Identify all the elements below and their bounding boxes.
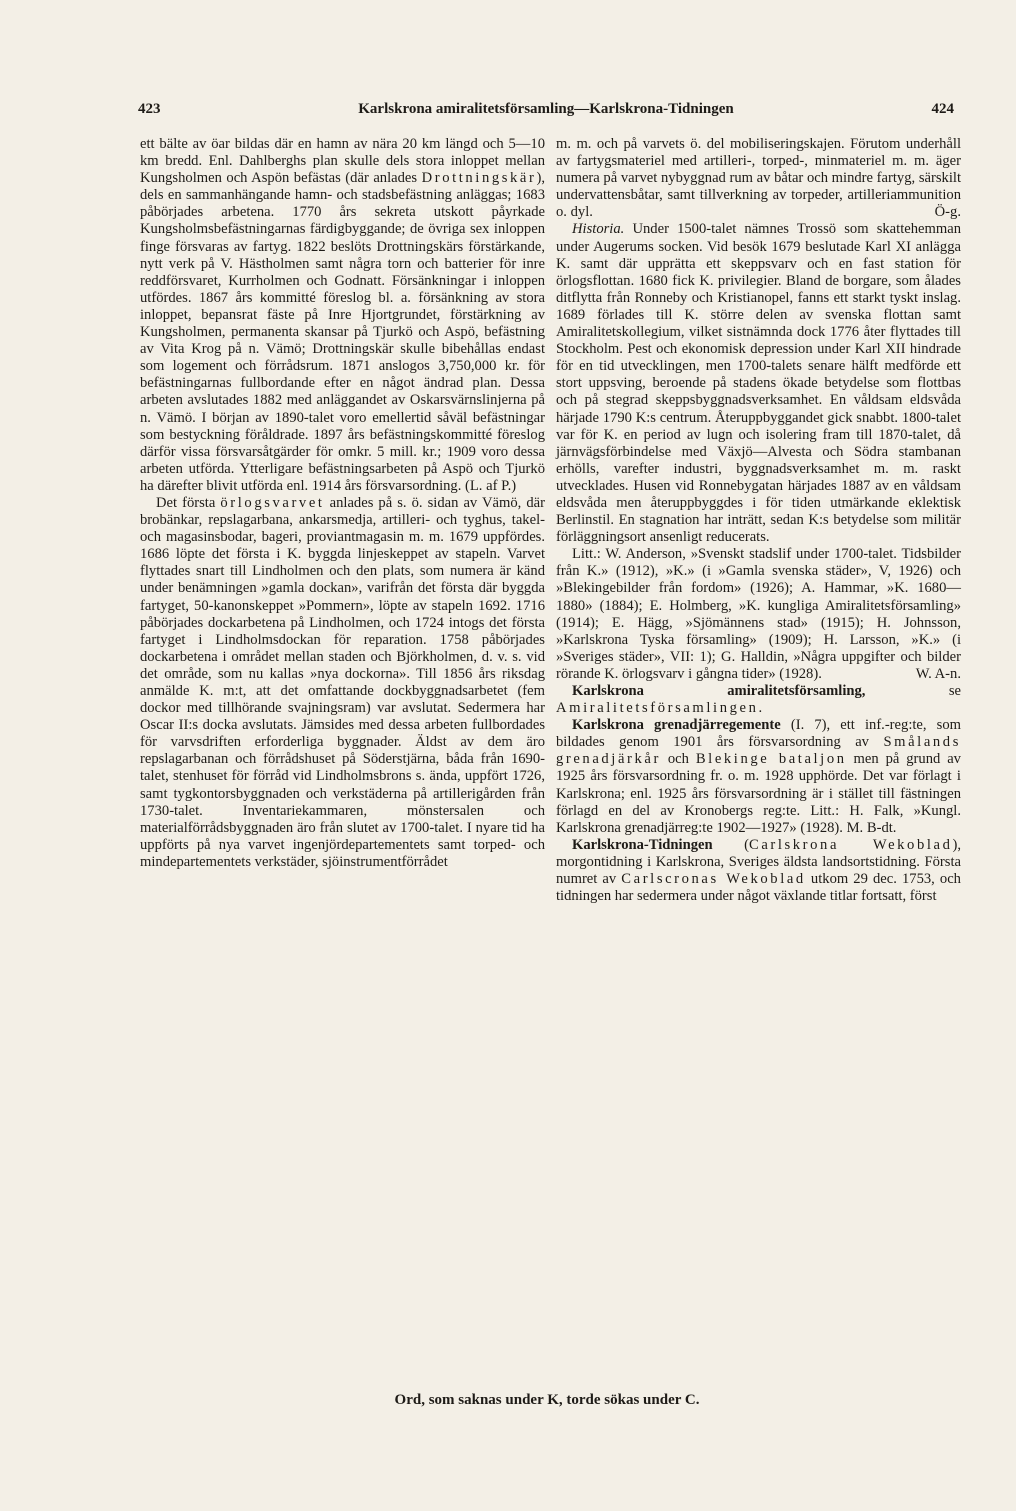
entry-amiralitetsforsamling bbox=[556, 683, 961, 717]
spaced-term: Drottningskär bbox=[421, 170, 537, 187]
text-run: ( bbox=[744, 836, 749, 853]
text-run: anlades på s. ö. sidan av Vämö, där brobänkar, repslagarbana, ankarsmedja, artilleri- och tyghus, takel- och magasinsbodar, bageri, proviantmagasin m. m. 1679 uppfördes. 1686 löpte det första i K. byggda linjeskeppet av stapeln. Varvet flyttades snart till Lindholmen och den plats, som numera är känd under benämningen »gamla dockan», varifrån det första där byggda fartyget, 50-kanonskeppet »Pommern», löpte av stapeln 1692. 1716 påbörjades dockarbetena på Lindholmen, och 1724 intogs det första fartyget i Lindholmsdockan för reparation. 1758 påbörjades dockarbetena i området mellan staden och Björkholmen, d. v. s. vid det område, som nu kallas »nya dockorna». Till 1856 års riksdag anmälde K. m:t, att det omfattande dockbyggnadsarbetet (fem dockor med tillhörande svajningsram) var avslutat. Sedermera har Oscar II:s docka avslutats. Jämsides med dessa arbeten fullbordades för varvsdriften erforderliga byggnader. Äldst av dem äro repslagarbanan och förrådshuset på Söderstjärna, båda från 1690-talet, stenhuset för förråd vid Lindholmsbrons s. ända, uppfört 1726, samt tygkontorsbyggnaden och verkstäderna på artillerigården från 1730-talet. Inventariekammaren, mönstersalen och materialförrådsbyggnaden äro från slutet av 1700-talet. I nyare tid ha uppförts på nya varvet ingenjördepartementets samt torped- och mindepartementets verkstäder, sjöinstrumentförrådet bbox=[140, 494, 545, 870]
entry-headword: Karlskrona grenadjärregemente bbox=[572, 717, 781, 734]
author-signature: Ö-g. bbox=[934, 204, 961, 221]
spaced-term: Carlskrona Wekoblad bbox=[748, 836, 953, 853]
page-number-left: 423 bbox=[138, 101, 161, 117]
running-head bbox=[138, 101, 954, 125]
entry-grenadjarregemente bbox=[556, 717, 961, 837]
spaced-term: Carlscronas Wekoblad bbox=[621, 871, 806, 888]
text-run: men på grund av 1925 års försvarsordning fr. o. m. 1928 upphörde. Det var förlagt i Karlskrona; enl. 1925 års försvarsordning är i stället till fästningen förlagd en del av Kronobergs reg:te. Litt.: H. Falk, »Kungl. Karlskrona grenadjärreg:te 1902—1927» (1928). M. B-dt. bbox=[556, 751, 961, 836]
article-paragraph-history bbox=[556, 221, 961, 546]
text-run: ett bälte av öar bildas där en hamn av nära 20 km längd och 5—10 km bredd. Enl. Dahlberghs plan skulle dels stora inloppet mellan Kungsholmen och Aspön befästas (där anlades bbox=[140, 136, 545, 187]
footer-note: Ord, som saknas under K, torde sökas under C. bbox=[394, 1392, 700, 1408]
entry-headword: Karlskrona amiralitetsförsamling, bbox=[572, 683, 866, 699]
section-label: Historia. bbox=[572, 221, 625, 238]
article-paragraph-literature bbox=[556, 546, 961, 683]
text-run: ), morgontidning i Karlskrona, Sveriges äldsta landsortstidning. Första numret av bbox=[556, 836, 961, 888]
text-run: (I. 7), ett inf.-reg:te, som bildades genom 1901 års försvarsordning av bbox=[556, 717, 961, 751]
text-run: Under 1500-talet nämnes Trossö som skattehemman under Augerums socken. Vid besök 1679 beslutade Karl XI anlägga K. samt där upprätta ett skeppsvarv och en fast station för örlogsflottan. 1680 fick K. privilegier. Bland de borgare, som ålades ditflytta från Ronneby och Kristianopel, fanns ett starkt tyskt inslag. 1689 förlades till K. större delen av svenska flottan samt Amiralitetskollegium, vilket sistnämnda dock 1776 åter flyttades till Stockholm. Pest och ekonomisk depression under Karl XII hindrade för en tid utvecklingen, men 1700-talets senare hälft medförde ett stort uppsving, beroende på stadens ökade betydelse som flottbas och på stegrad skeppsbyggnadsverksamhet. En våldsam eldsvåda härjade 1790 K:s centrum. Återuppbyggandet gick snabbt. 1800-talet var för K. en period av lugn och isolering fram till 1870-talet, då järnvägsförbindelse med Växjö—Alvesta och Södra stambanan erhölls, varefter industri, byggnadsverksamhet m. m. raskt utvecklades. Husen vid Ronnebygatan härjades 1887 av en våldsam eldsvåda men återuppbyggdes i för tiden utmärkande eklektisk Berlinstil. En stagnation har inträtt, sedan K:s betydelse som militär förläggningsort ansenligt reducerats. bbox=[556, 221, 961, 546]
text-run: se bbox=[948, 683, 961, 699]
text-run: m. m. och på varvets ö. del mobiliseringskajen. Förutom underhåll av fartygsmateriel med artilleri-, torped-, minmateriel m. m. äger numera på varvet nybyggnad rum av båtar och mindre fartyg, särskilt undervattensbåtar, samt tillverkning av torpeder, artilleriammunition o. dyl. bbox=[556, 136, 961, 221]
author-signature: W. A-n. bbox=[915, 665, 961, 682]
spaced-term: Smålands grenadjärkår bbox=[556, 734, 961, 768]
running-title: Karlskrona amiralitetsförsamling—Karlskrona-Tidningen bbox=[358, 101, 734, 117]
spaced-term: örlogsvarvet bbox=[220, 494, 325, 511]
entry-karlskrona-tidningen bbox=[556, 837, 961, 905]
page-number-right: 424 bbox=[931, 101, 954, 117]
text-run: . bbox=[758, 700, 763, 717]
text-run: ), dels en sammanhängande hamn- och stadsbefästning anläggas; 1683 påbörjades arbetena. 1770 års sekreta utskott påyrkade Kungsholmsbefästningarnas färdigbyggande; de övriga sex inloppen finge försvaras av fartyg. 1822 beslöts Drottningskärs förstärkande, nytt verk på V. Hästholmen samt några torn och batterier för inre reddförsvaret, Kurrholmen och Godnatt. Försänkningar i inloppen utfördes. 1867 års kommitté föreslog bl. a. försänkning av stora inloppet, bepansrat fäste på Inre Hjortgrundet, förstärkning av Kungsholmen, permanenta skansar på Tjurkö och Aspö, befästning av Vita Krog på n. Vämö; Drottningskär skulle bibehållas endast som logement och förrådsrum. 1871 anslogos 3,750,000 kr. för befästningarnas fullbordande efter en något ändrad plan. Dessa arbeten avslutades 1882 med anläggandet av Oskarsvärnslinjerna på n. Vämö. I början av 1890-talet voro emellertid såväl befästningar som bestyckning föråldrade. 1897 års befästningskommitté föreslog därför vissa försvarsåtgärder för omkr. 5 mill. kr.; 1909 voro dessa arbeten utförda. Ytterligare befästningsarbeten på Aspö och Tjurkö ha därefter blivit utförda enl. 1914 års försvarsordning. (L. af P.) bbox=[140, 170, 545, 494]
spaced-term: Blekinge bataljon bbox=[695, 751, 847, 768]
article-paragraph-fortifications bbox=[140, 136, 545, 495]
left-column bbox=[140, 136, 545, 871]
right-column bbox=[556, 136, 961, 905]
text-run: och bbox=[667, 751, 689, 768]
text-run: Det första bbox=[156, 494, 216, 511]
spaced-term: Amiralitetsförsamlingen bbox=[556, 700, 759, 717]
text-run: Litt.: W. Anderson, »Svenskt stadslif under 1700-talet. Tidsbilder från K.» (1912), »K.» (i »Gamla svenska städer», V, 1926) och »Blekingebilder från fordom» (1926); A. Hammar, »K. 1680—1880» (1884); E. Holmberg, »K. kungliga Amiralitetsförsamling» (1914); E. Hägg, »Sjömännens stad» (1915); H. Johnsson, »Karlskrona Tyska församling» (1909); H. Larsson, »K.» (i »Sveriges städer», VII: 1); G. Halldin, »Några uppgifter och bilder rörande K. örlogsvarv i gångna tider» (1928). bbox=[556, 546, 961, 682]
article-paragraph-naval-yard bbox=[140, 495, 545, 871]
text-run: utkom 29 dec. 1753, och tidningen har sedermera under något växlande titlar fortsatt, först bbox=[556, 871, 961, 905]
entry-headword: Karlskrona-Tidningen bbox=[572, 836, 713, 853]
article-paragraph-yard-cont bbox=[556, 136, 961, 221]
